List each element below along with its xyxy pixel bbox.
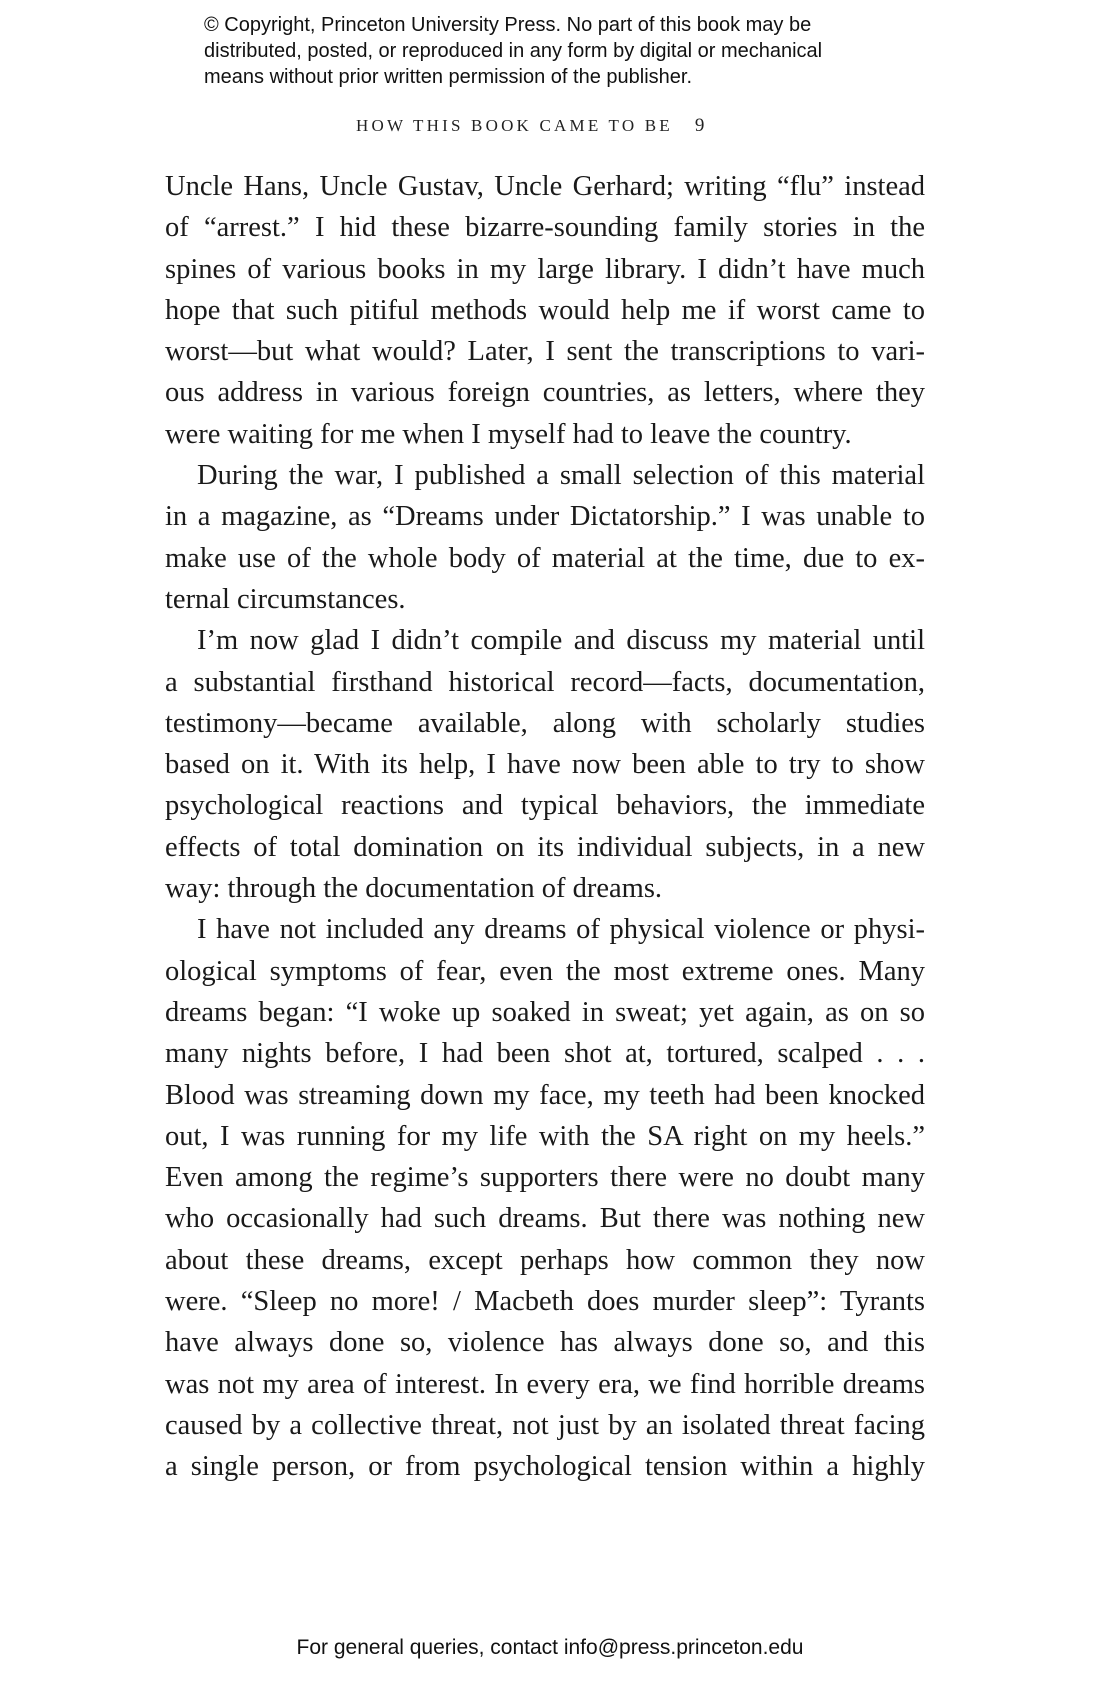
text-line: testimony—became available, along with scholarly studies [165, 707, 925, 739]
text-line: were waiting for me when I myself had to leave the country. [165, 418, 852, 450]
running-head [356, 115, 704, 137]
text-line: way: through the documentation of dreams. [165, 873, 663, 905]
text-line: Even among the regime’s supporters there were no doubt many [165, 1162, 925, 1194]
text-line: I’m now glad I didn’t compile and discuss my material until [197, 625, 925, 657]
text-line: based on it. With its help, I have now been able to try to show [165, 749, 925, 781]
footer-contact: For general queries, contact info@press.princeton.edu [296, 1636, 804, 1659]
text-line: psychological reactions and typical behaviors, the immediate [165, 790, 925, 822]
text-line: was not my area of interest. In every era, we find horrible dreams [165, 1368, 925, 1400]
text-line: about these dreams, except perhaps how common they now [165, 1244, 925, 1276]
text-line: Blood was streaming down my face, my teeth had been knocked [165, 1079, 925, 1111]
text-line: worst—but what would? Later, I sent the transcriptions to vari- [165, 336, 925, 368]
text-line: dreams began: “I woke up soaked in sweat; yet again, as on so [165, 996, 925, 1028]
text-line: ternal circumstances. [165, 583, 406, 615]
text-line: out, I was running for my life with the SA right on my heels.” [165, 1120, 925, 1152]
page-number: 9 [694, 115, 705, 136]
text-line: of “arrest.” I hid these bizarre-sounding family stories in the [165, 212, 925, 244]
text-line: During the war, I published a small selection of this material [197, 460, 925, 492]
text-line: a substantial firsthand historical record—facts, documentation, [165, 666, 925, 698]
chapter-title: HOW THIS BOOK CAME TO BE [356, 116, 673, 135]
copyright-notice [204, 12, 924, 90]
text-line: make use of the whole body of material at the time, due to ex- [165, 542, 925, 574]
text-line: I have not included any dreams of physical violence or physi- [197, 914, 925, 946]
body-text [165, 166, 925, 1488]
text-line: have always done so, violence has always done so, and this [165, 1327, 925, 1359]
text-line: a single person, or from psychological tension within a highly [165, 1451, 925, 1483]
text-line: hope that such pitiful methods would help me if worst came to [165, 294, 925, 326]
text-line: were. “Sleep no more! / Macbeth does murder sleep”: Tyrants [165, 1286, 925, 1318]
text-line: in a magazine, as “Dreams under Dictatorship.” I was unable to [165, 501, 925, 533]
text-line: many nights before, I had been shot at, tortured, scalped . . . [165, 1038, 925, 1070]
text-line: Uncle Hans, Uncle Gustav, Uncle Gerhard; writing “flu” instead [165, 171, 925, 202]
text-line: ological symptoms of fear, even the most extreme ones. Many [165, 955, 925, 987]
copyright-line: distributed, posted, or reproduced in any form by digital or mechanical [204, 40, 823, 62]
text-line: ous address in various foreign countries, as letters, where they [165, 377, 925, 409]
copyright-line: means without prior written permission of the publisher. [204, 66, 693, 88]
text-line: caused by a collective threat, not just by an isolated threat facing [165, 1409, 925, 1441]
text-line: who occasionally had such dreams. But there was nothing new [165, 1203, 925, 1235]
text-line: spines of various books in my large library. I didn’t have much [165, 253, 925, 285]
copyright-line: © Copyright, Princeton University Press. No part of this book may be [204, 14, 812, 36]
text-line: effects of total domination on its individual subjects, in a new [165, 831, 925, 863]
